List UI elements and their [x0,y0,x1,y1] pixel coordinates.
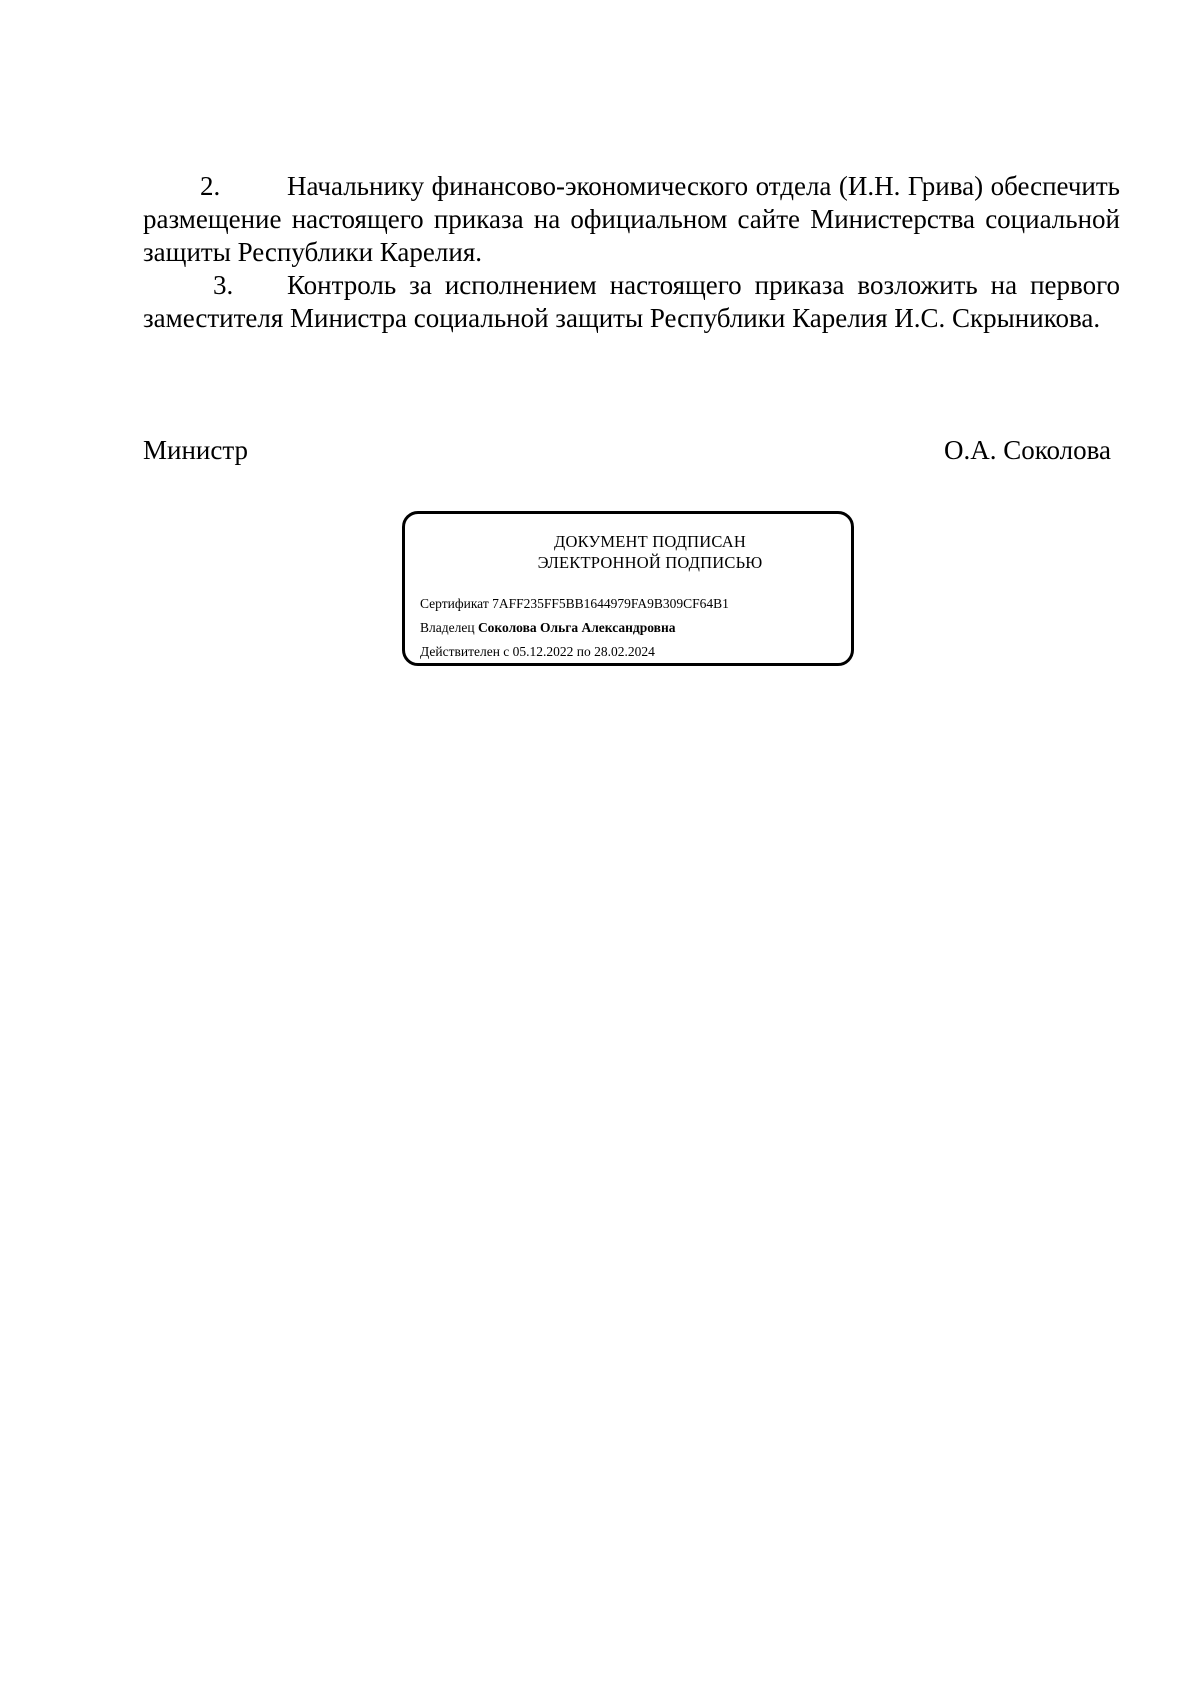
owner-value: Соколова Ольга Александровна [477,620,676,635]
order-body [143,170,1120,335]
stamp-title-line2: ЭЛЕКТРОННОЙ ПОДПИСЬЮ [537,553,763,572]
valid-label: Действителен с [420,644,510,659]
certificate-label: Сертификат [420,596,489,611]
paragraph-text: Начальнику финансово-экономического отдела (И.Н. Грива) обеспечить размещение настоящего приказа на официальном сайте Министерства социальной защиты Республики Карелия. [143,171,1120,267]
signer-name: О.А. Соколова [944,435,1111,465]
paragraph-text: Контроль за исполнением настоящего приказа возложить на первого заместителя Министра социальной защиты Республики Карелия И.С. Скрыникова. [143,270,1120,333]
paragraph-number: 3. [213,270,234,300]
paragraph-number: 2. [200,171,221,201]
signature-row [143,434,1111,467]
stamp-title [405,531,851,573]
stamp-certificate-line [420,592,729,616]
valid-from: 05.12.2022 [512,644,574,659]
stamp-details [420,592,729,664]
stamp-title-line1: ДОКУМЕНТ ПОДПИСАН [554,532,746,551]
owner-label: Владелец [420,620,475,635]
valid-to-label: по [576,644,591,659]
electronic-signature-stamp [402,511,854,666]
valid-to: 28.02.2024 [594,644,655,659]
stamp-owner-line [420,616,729,640]
signer-position: Министр [143,435,248,465]
paragraph-3 [143,269,1120,335]
certificate-value: 7AFF235FF5BB1644979FA9B309CF64B1 [492,596,729,611]
stamp-validity-line [420,640,729,664]
paragraph-2 [143,170,1120,269]
